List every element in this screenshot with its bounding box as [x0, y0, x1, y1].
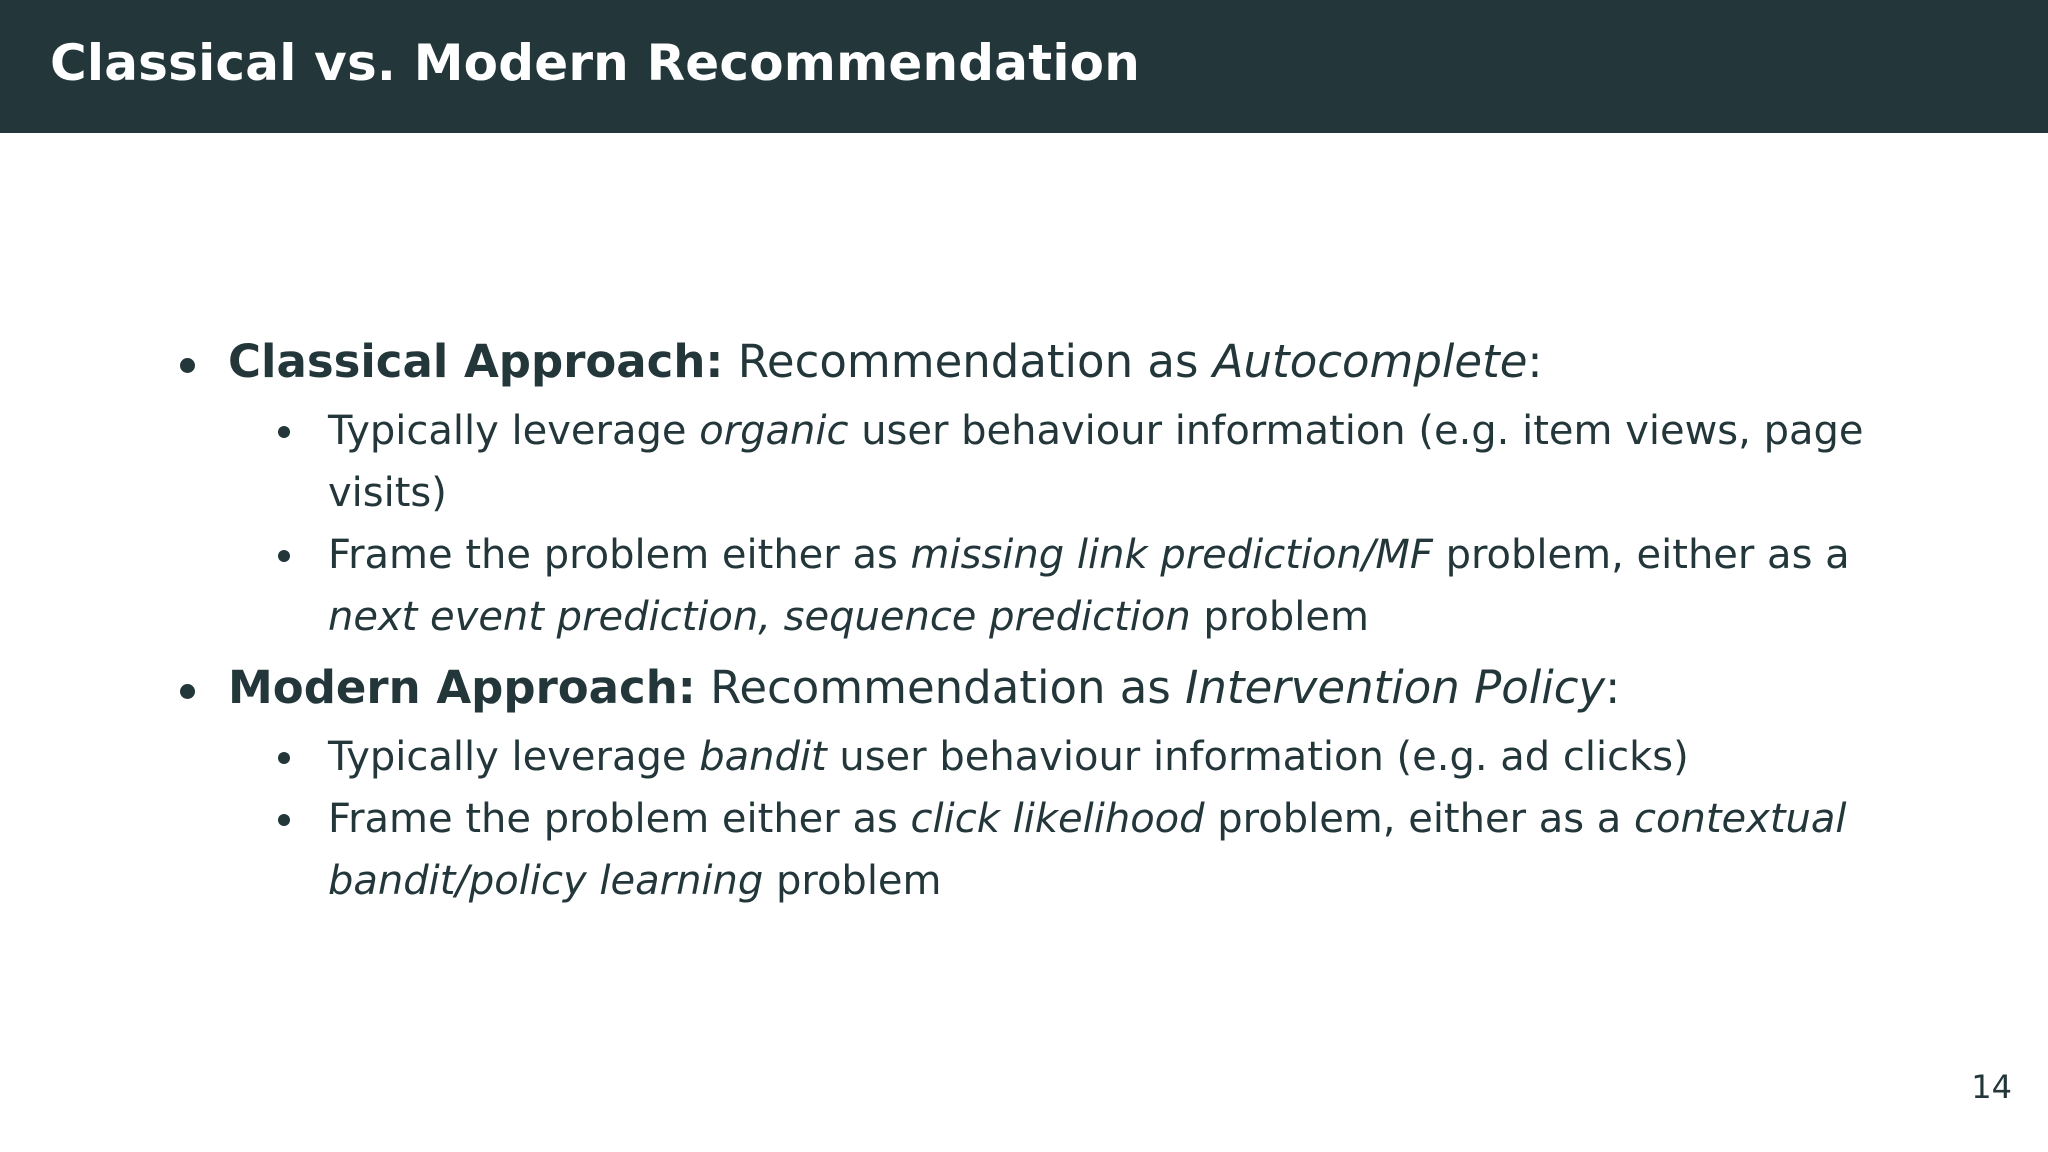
sub-bullet-list: [228, 400, 1900, 648]
bullet-classical-approach: [180, 332, 1900, 648]
bullet-list: [180, 332, 1900, 912]
sub-bullet: Frame the problem either as missing link prediction/MF problem, either as a next event prediction, sequence prediction problem: [278, 524, 1900, 648]
bullet-emphasis: Autocomplete: [1212, 335, 1528, 388]
title-bar: [0, 0, 2048, 133]
sub-bullet: Typically leverage bandit user behaviour information (e.g. ad clicks): [278, 726, 1900, 788]
bullet-label: Modern Approach:: [228, 661, 696, 714]
slide-body: [180, 332, 1900, 912]
bullet-label: Classical Approach:: [228, 335, 724, 388]
page-number: 14: [1971, 1068, 2012, 1106]
bullet-modern-approach: [180, 658, 1900, 912]
bullet-heading: Modern Approach: Recommendation as Intervention Policy:: [228, 661, 1621, 714]
sub-bullet: Frame the problem either as click likelihood problem, either as a contextual bandit/policy learning problem: [278, 788, 1900, 912]
slide-title: Classical vs. Modern Recommendation: [50, 34, 1141, 92]
sub-bullet-list: [228, 726, 1900, 912]
bullet-emphasis: Intervention Policy: [1185, 661, 1606, 714]
bullet-heading: Classical Approach: Recommendation as Autocomplete:: [228, 335, 1543, 388]
sub-bullet: Typically leverage organic user behaviour information (e.g. item views, page visits): [278, 400, 1900, 524]
